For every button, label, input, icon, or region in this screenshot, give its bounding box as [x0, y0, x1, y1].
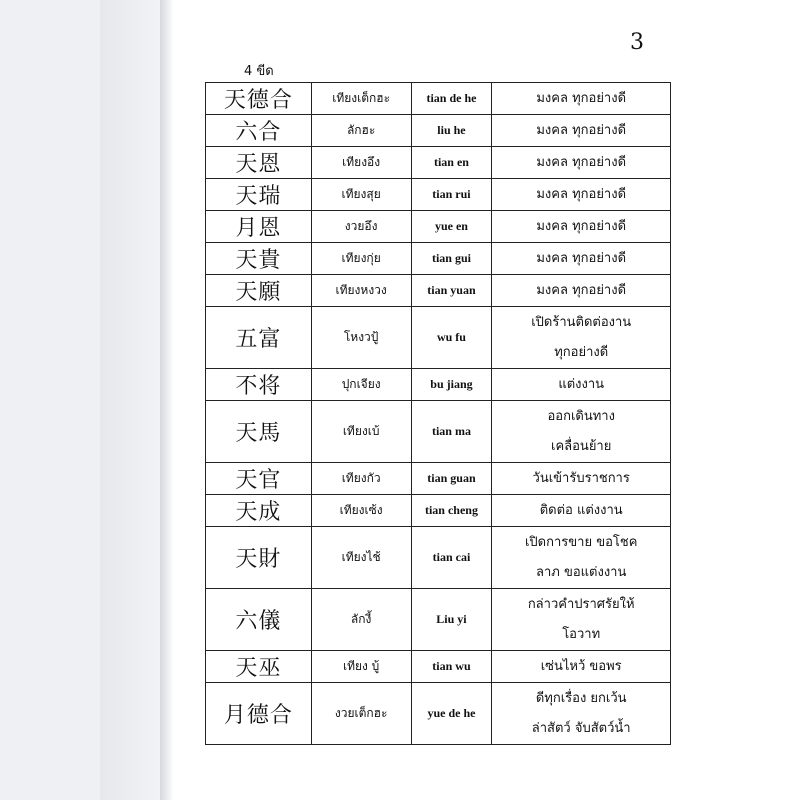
meaning-cell	[492, 401, 671, 463]
pinyin-cell: tian guan	[411, 463, 492, 495]
meaning-line: ทุกอย่างดี	[554, 344, 609, 360]
pinyin-cell: tian wu	[411, 651, 492, 683]
meaning-line: เปิดการขาย ขอโชค	[524, 534, 638, 550]
meaning-line: มงคล ทุกอย่างดี	[536, 122, 627, 138]
chinese-name-cell: 天德合	[206, 83, 312, 115]
meaning-line: มงคล ทุกอย่างดี	[536, 90, 627, 106]
chinese-name-cell: 天瑞	[206, 179, 312, 211]
chinese-name-cell: 天巫	[206, 651, 312, 683]
thai-reading-cell: งวยเต็กฮะ	[311, 683, 411, 745]
meaning-line: ติดต่อ แต่งงาน	[539, 502, 623, 518]
thai-reading-cell: โหงวปู้	[311, 307, 411, 369]
meaning-line: เคลื่อนย้าย	[551, 438, 612, 454]
chinese-name-cell: 不将	[206, 369, 312, 401]
chinese-name-cell: 五富	[206, 307, 312, 369]
meaning-line: ออกเดินทาง	[547, 408, 615, 424]
meaning-cell	[492, 651, 671, 683]
thai-reading-cell: ลักงี้	[311, 589, 411, 651]
meaning-line: เปิดร้านติดต่องาน	[531, 314, 632, 330]
table-row	[206, 463, 671, 495]
meaning-line: มงคล ทุกอย่างดี	[536, 154, 627, 170]
meaning-cell	[492, 463, 671, 495]
thai-reading-cell: เทียงเบ้	[311, 401, 411, 463]
meaning-line: ล่าสัตว์ จับสัตว์น้ำ	[531, 720, 631, 736]
table-row	[206, 589, 671, 651]
pinyin-cell: tian cheng	[411, 495, 492, 527]
thai-reading-cell: เทียงอึง	[311, 147, 411, 179]
table-row	[206, 527, 671, 589]
pinyin-cell: tian cai	[411, 527, 492, 589]
thai-reading-cell: ลักฮะ	[311, 115, 411, 147]
table-row	[206, 179, 671, 211]
meaning-line: มงคล ทุกอย่างดี	[536, 282, 627, 298]
thai-reading-cell: ปุกเจียง	[311, 369, 411, 401]
meaning-line: เซ่นไหว้ ขอพร	[540, 658, 622, 674]
pinyin-cell: tian yuan	[411, 275, 492, 307]
meaning-cell	[492, 527, 671, 589]
meaning-cell	[492, 307, 671, 369]
table-row	[206, 83, 671, 115]
meaning-cell	[492, 243, 671, 275]
table-row	[206, 401, 671, 463]
thai-reading-cell: งวยอึง	[311, 211, 411, 243]
meaning-line: แต่งงาน	[558, 376, 605, 392]
thai-reading-cell: เทียงสุย	[311, 179, 411, 211]
chinese-name-cell: 天成	[206, 495, 312, 527]
pinyin-cell: tian rui	[411, 179, 492, 211]
thai-reading-cell: เทียงไช้	[311, 527, 411, 589]
table-row	[206, 307, 671, 369]
pinyin-cell: bu jiang	[411, 369, 492, 401]
thai-reading-cell: เทียงเซ้ง	[311, 495, 411, 527]
meaning-cell	[492, 275, 671, 307]
pinyin-cell: Liu yi	[411, 589, 492, 651]
chinese-name-cell: 天貴	[206, 243, 312, 275]
meaning-cell	[492, 83, 671, 115]
meaning-cell	[492, 115, 671, 147]
chinese-name-cell: 六合	[206, 115, 312, 147]
table-row	[206, 651, 671, 683]
chinese-name-cell: 天財	[206, 527, 312, 589]
meaning-line: วันเข้ารับราชการ	[532, 470, 630, 486]
meaning-line: ดีทุกเรื่อง ยกเว้น	[535, 690, 627, 706]
meaning-cell	[492, 683, 671, 745]
thai-reading-cell: เทียงกุ่ย	[311, 243, 411, 275]
thai-reading-cell: เทียงหงวง	[311, 275, 411, 307]
left-page	[0, 0, 172, 800]
meaning-cell	[492, 211, 671, 243]
meaning-line: มงคล ทุกอย่างดี	[536, 250, 627, 266]
pinyin-cell: tian ma	[411, 401, 492, 463]
chinese-name-cell: 月德合	[206, 683, 312, 745]
table-row	[206, 115, 671, 147]
pinyin-cell: yue de he	[411, 683, 492, 745]
table-row	[206, 243, 671, 275]
chinese-name-cell: 天官	[206, 463, 312, 495]
thai-reading-cell: เทียงเต็กฮะ	[311, 83, 411, 115]
book-gutter	[160, 0, 174, 800]
pinyin-cell: tian en	[411, 147, 492, 179]
chinese-name-cell: 天願	[206, 275, 312, 307]
meaning-cell	[492, 147, 671, 179]
meaning-line: ลาภ ขอแต่งงาน	[536, 564, 627, 580]
table-body	[206, 83, 671, 745]
thai-reading-cell: เทียง บู้	[311, 651, 411, 683]
chinese-name-cell: 天恩	[206, 147, 312, 179]
table-row	[206, 683, 671, 745]
meaning-line: กล่าวคำปราศรัยให้	[527, 596, 635, 612]
meaning-cell	[492, 179, 671, 211]
chinese-name-cell: 六儀	[206, 589, 312, 651]
chinese-name-cell: 月恩	[206, 211, 312, 243]
thai-reading-cell: เทียงกัว	[311, 463, 411, 495]
pinyin-cell: wu fu	[411, 307, 492, 369]
table-row	[206, 495, 671, 527]
chinese-name-cell: 天馬	[206, 401, 312, 463]
meaning-line: มงคล ทุกอย่างดี	[536, 218, 627, 234]
table-row	[206, 147, 671, 179]
pinyin-cell: liu he	[411, 115, 492, 147]
page-number: 3	[630, 30, 644, 55]
pinyin-cell: yue en	[411, 211, 492, 243]
meaning-line: มงคล ทุกอย่างดี	[536, 186, 627, 202]
table-row	[206, 211, 671, 243]
stroke-group-label: 4 ขีด	[244, 64, 274, 79]
meaning-cell	[492, 369, 671, 401]
table-row	[206, 275, 671, 307]
auspicious-star-table	[205, 82, 671, 745]
table-row	[206, 369, 671, 401]
pinyin-cell: tian gui	[411, 243, 492, 275]
pinyin-cell: tian de he	[411, 83, 492, 115]
meaning-line: โอวาท	[562, 626, 601, 642]
meaning-cell	[492, 495, 671, 527]
meaning-cell	[492, 589, 671, 651]
